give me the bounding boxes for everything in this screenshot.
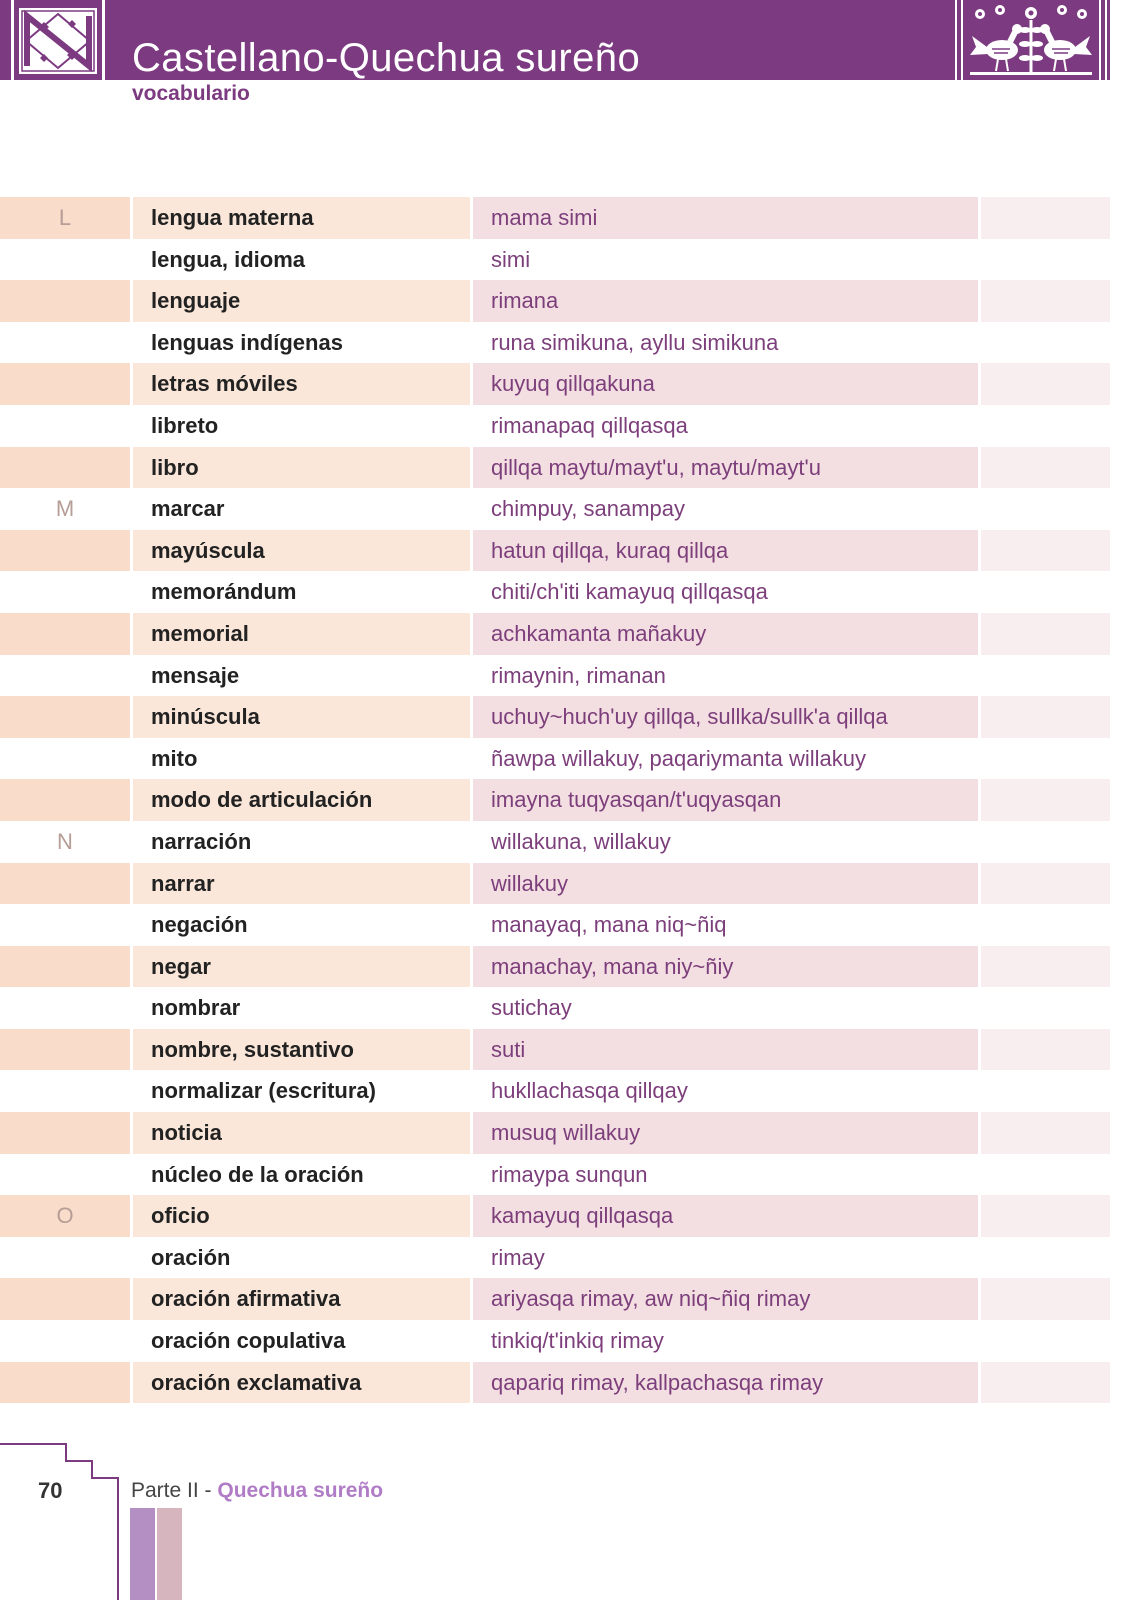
- quechua-term: manachay, mana niy~ñiy: [473, 946, 978, 988]
- table-row: [0, 821, 1110, 863]
- table-row: [0, 904, 1110, 946]
- blank-cell: [981, 1362, 1110, 1404]
- letter-cell: [0, 904, 130, 946]
- quechua-term: mama simi: [473, 197, 978, 239]
- letter-cell: [0, 1112, 130, 1154]
- letter-cell: [0, 946, 130, 988]
- letter-cell: [0, 1278, 130, 1320]
- blank-cell: [981, 1112, 1110, 1154]
- blank-cell: [981, 488, 1110, 530]
- spanish-term: negación: [151, 912, 248, 938]
- spanish-term: lengua materna: [133, 197, 470, 239]
- table-row: [0, 571, 1110, 613]
- table-row: [0, 322, 1110, 364]
- spanish-term: negar: [133, 946, 470, 988]
- letter-cell: [0, 239, 130, 281]
- spanish-term: nombre, sustantivo: [133, 1029, 470, 1071]
- spanish-term: mayúscula: [133, 530, 470, 572]
- blank-cell: [981, 696, 1110, 738]
- birds-tree-ornament-icon: [952, 0, 1110, 80]
- blank-cell: [981, 779, 1110, 821]
- page-number: 70: [38, 1478, 63, 1503]
- table-row: [0, 1029, 1110, 1071]
- table-row: [0, 530, 1110, 572]
- section-label: vocabulario: [132, 82, 250, 105]
- table-row: [0, 696, 1110, 738]
- quechua-term: willakuna, willakuy: [491, 828, 671, 854]
- spanish-term: oración exclamativa: [133, 1362, 470, 1404]
- footer-color-bar-purple: [130, 1508, 155, 1600]
- table-row: [0, 363, 1110, 405]
- quechua-term: kuyuq qillqakuna: [473, 363, 978, 405]
- part-name: Quechua sureño: [217, 1479, 384, 1502]
- quechua-term: hatun qillqa, kuraq qillqa: [473, 530, 978, 572]
- blank-cell: [981, 530, 1110, 572]
- table-row: [0, 447, 1110, 489]
- table-row: [0, 946, 1110, 988]
- letter-cell: [0, 738, 130, 780]
- letter-cell: [0, 1237, 130, 1279]
- spanish-term: libreto: [151, 412, 219, 438]
- quechua-term: imayna tuqyasqan/t'uqyasqan: [473, 779, 978, 821]
- table-row: [0, 779, 1110, 821]
- blank-cell: [981, 571, 1110, 613]
- vocabulary-table: [0, 197, 1110, 1403]
- table-row: [0, 1278, 1110, 1320]
- spanish-term: marcar: [151, 496, 225, 522]
- table-row: [0, 738, 1110, 780]
- quechua-term: willakuy: [473, 863, 978, 905]
- table-row: [0, 1154, 1110, 1196]
- quechua-term: uchuy~huch'uy qillqa, sullka/sullk'a qillqa: [473, 696, 978, 738]
- table-row: [0, 655, 1110, 697]
- letter-cell: [0, 1320, 130, 1362]
- table-row: [0, 488, 1110, 530]
- blank-cell: [981, 946, 1110, 988]
- blank-cell: [981, 613, 1110, 655]
- quechua-term: rimana: [473, 280, 978, 322]
- blank-cell: [981, 1320, 1110, 1362]
- blank-cell: [981, 1278, 1110, 1320]
- quechua-term: qapariq rimay, kallpachasqa rimay: [473, 1362, 978, 1404]
- quechua-term: simi: [491, 246, 531, 272]
- step-line-ornament-icon: [0, 1440, 130, 1600]
- letter-cell: [0, 655, 130, 697]
- letter-cell: [0, 571, 130, 613]
- letter-cell: [0, 696, 130, 738]
- spanish-term: normalizar (escritura): [151, 1078, 376, 1104]
- letter-cell: [0, 405, 130, 447]
- letter-cell: [0, 1154, 130, 1196]
- quechua-term: musuq willakuy: [473, 1112, 978, 1154]
- blank-cell: [981, 322, 1110, 364]
- table-row: [0, 1237, 1110, 1279]
- blank-cell: [981, 738, 1110, 780]
- blank-cell: [981, 863, 1110, 905]
- spanish-term: minúscula: [133, 696, 470, 738]
- letter-cell: N: [57, 828, 73, 854]
- quechua-term: rimaypa sunqun: [491, 1161, 648, 1187]
- quechua-term: ñawpa willakuy, paqariymanta willakuy: [491, 745, 866, 771]
- page-title: Castellano-Quechua sureño: [132, 36, 641, 80]
- spanish-term: narrar: [133, 863, 470, 905]
- spanish-term: mensaje: [151, 662, 240, 688]
- spanish-term: lenguaje: [133, 280, 470, 322]
- spanish-term: memorándum: [151, 579, 297, 605]
- blank-cell: [981, 821, 1110, 863]
- letter-cell: [0, 1070, 130, 1112]
- spanish-term: oración afirmativa: [133, 1278, 470, 1320]
- blank-cell: [981, 655, 1110, 697]
- quechua-term: runa simikuna, ayllu simikuna: [491, 329, 779, 355]
- table-row: [0, 863, 1110, 905]
- table-row: [0, 197, 1110, 239]
- quechua-term: tinkiq/t'inkiq rimay: [491, 1328, 664, 1354]
- quechua-term: manayaq, mana niq~ñiq: [491, 912, 727, 938]
- spanish-term: núcleo de la oración: [151, 1161, 364, 1187]
- quechua-term: suti: [473, 1029, 978, 1071]
- blank-cell: [981, 197, 1110, 239]
- spanish-term: modo de articulación: [133, 779, 470, 821]
- spanish-term: mito: [151, 745, 198, 771]
- spanish-term: narración: [151, 828, 252, 854]
- spanish-term: letras móviles: [133, 363, 470, 405]
- table-row: [0, 280, 1110, 322]
- quechua-term: rimaynin, rimanan: [491, 662, 666, 688]
- footer-color-bar-pink: [157, 1508, 182, 1600]
- quechua-term: qillqa maytu/mayt'u, maytu/mayt'u: [473, 447, 978, 489]
- table-row: [0, 613, 1110, 655]
- blank-cell: [981, 239, 1110, 281]
- zigzag-ornament-icon: [0, 0, 118, 80]
- spanish-term: lenguas indígenas: [151, 329, 343, 355]
- letter-cell: [0, 447, 130, 489]
- spanish-term: memorial: [133, 613, 470, 655]
- blank-cell: [981, 280, 1110, 322]
- letter-cell: [0, 613, 130, 655]
- table-row: [0, 1320, 1110, 1362]
- spanish-term: lengua, idioma: [151, 246, 306, 272]
- blank-cell: [981, 447, 1110, 489]
- table-row: [0, 1070, 1110, 1112]
- quechua-term: ariyasqa rimay, aw niq~ñiq rimay: [473, 1278, 978, 1320]
- letter-cell: [0, 1029, 130, 1071]
- blank-cell: [981, 1237, 1110, 1279]
- quechua-term: achkamanta mañakuy: [473, 613, 978, 655]
- letter-cell: O: [0, 1195, 130, 1237]
- letter-cell: [0, 987, 130, 1029]
- blank-cell: [981, 1070, 1110, 1112]
- letter-cell: [0, 863, 130, 905]
- table-row: [0, 1195, 1110, 1237]
- blank-cell: [981, 405, 1110, 447]
- letter-cell: [0, 322, 130, 364]
- letter-cell: [0, 530, 130, 572]
- spanish-term: libro: [133, 447, 470, 489]
- blank-cell: [981, 1154, 1110, 1196]
- blank-cell: [981, 904, 1110, 946]
- table-row: [0, 987, 1110, 1029]
- letter-cell: M: [55, 496, 75, 522]
- part-label-line: [131, 1479, 383, 1503]
- spanish-term: nombrar: [151, 995, 241, 1021]
- quechua-term: chiti/ch'iti kamayuq qillqasqa: [491, 579, 768, 605]
- blank-cell: [981, 363, 1110, 405]
- part-label: Parte II -: [131, 1479, 212, 1502]
- blank-cell: [981, 1029, 1110, 1071]
- quechua-term: chimpuy, sanampay: [491, 496, 686, 522]
- spanish-term: noticia: [133, 1112, 470, 1154]
- letter-cell: L: [0, 197, 130, 239]
- table-row: [0, 1112, 1110, 1154]
- quechua-term: rimanapaq qillqasqa: [491, 412, 688, 438]
- spanish-term: oficio: [133, 1195, 470, 1237]
- letter-cell: [0, 363, 130, 405]
- spanish-term: oración copulativa: [151, 1328, 346, 1354]
- blank-cell: [981, 1195, 1110, 1237]
- letter-cell: [0, 1362, 130, 1404]
- quechua-term: hukllachasqa qillqay: [491, 1078, 688, 1104]
- table-row: [0, 1362, 1110, 1404]
- letter-cell: [0, 779, 130, 821]
- quechua-term: rimay: [491, 1244, 545, 1270]
- blank-cell: [981, 987, 1110, 1029]
- quechua-term: kamayuq qillqasqa: [473, 1195, 978, 1237]
- table-row: [0, 239, 1110, 281]
- letter-cell: [0, 280, 130, 322]
- spanish-term: oración: [151, 1244, 231, 1270]
- table-row: [0, 405, 1110, 447]
- quechua-term: sutichay: [491, 995, 572, 1021]
